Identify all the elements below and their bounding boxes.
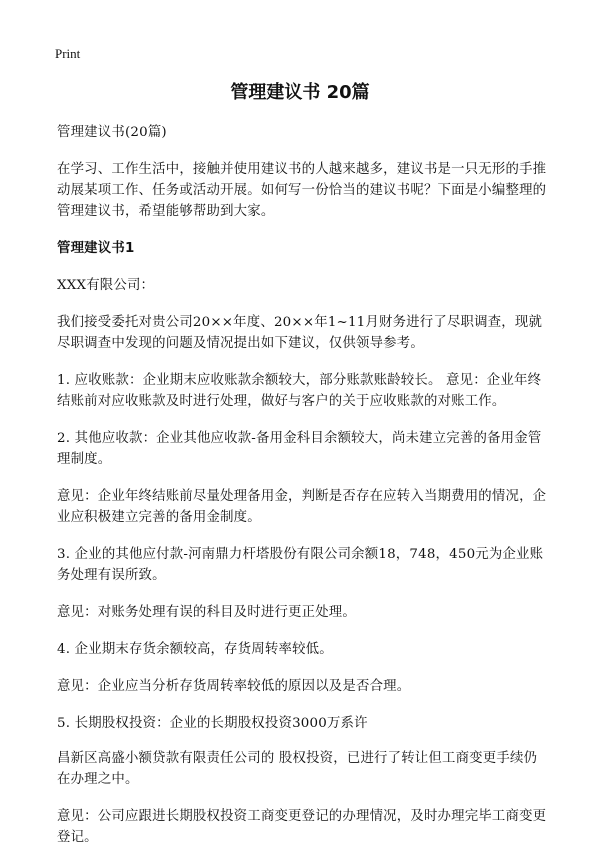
document-title: 管理建议书 20篇: [230, 82, 370, 103]
section-heading: 管理建议书1: [57, 241, 135, 256]
item-receivables: 1. 应收账款：企业期末应收账款余额较大，部分账款账龄较长。 意见：企业年终结账前对应收账款及时进行处理，做好与客户的关于应收账款的对账工作。: [57, 373, 542, 409]
opinion-paragraph: 意见：企业应当分析存货周转率较低的原因以及是否合理。: [57, 679, 411, 694]
intro-paragraph: 在学习、工作生活中，接触并使用建议书的人越来越多，建议书是一只无形的手推动展某项工作、任务或活动开展。如何写一份恰当的建议书呢？下面是小编整理的管理建议书，希望能够帮助到大家。: [57, 162, 547, 219]
print-label: Print: [55, 46, 81, 61]
opinion-paragraph: 意见：公司应跟进长期股权投资工商变更登记的办理情况，及时办理完毕工商变更登记。: [57, 809, 547, 845]
opinion-paragraph: 意见：对账务处理有误的科目及时进行更正处理。: [57, 605, 356, 620]
body-paragraph: 昌新区高盛小额贷款有限责任公司的 股权投资，已进行了转让但工商变更手续仍在办理之中。: [57, 751, 538, 787]
item-long-term-equity: 5. 长期股权投资：企业的长期股权投资3000万系许: [57, 716, 368, 731]
opinion-paragraph: 意见：企业年终结账前尽量处理备用金，判断是否存在应转入当期费用的情况，企业应积极建立完善的备用金制度。: [57, 489, 547, 525]
document-body: [57, 122, 547, 864]
item-other-receivables: 2. 其他应收款：企业其他应收款-备用金科目余额较大，尚未建立完善的备用金管理制度。: [57, 431, 542, 467]
salutation: XXX有限公司：: [57, 278, 155, 293]
item-other-payables: 3. 企业的其他应付款-河南鼎力杆塔股份有限公司余额18，748，450元为企业账务处理有误所致。: [57, 547, 544, 583]
body-paragraph: 我们接受委托对贵公司20××年度、20××年1~11月财务进行了尽职调查，现就尽职调查中发现的问题及情况提出如下建议，仅供领导参考。: [57, 315, 543, 351]
subtitle-paragraph: 管理建议书(20篇): [57, 125, 167, 140]
item-inventory: 4. 企业期末存货余额较高，存货周转率较低。: [57, 642, 333, 657]
